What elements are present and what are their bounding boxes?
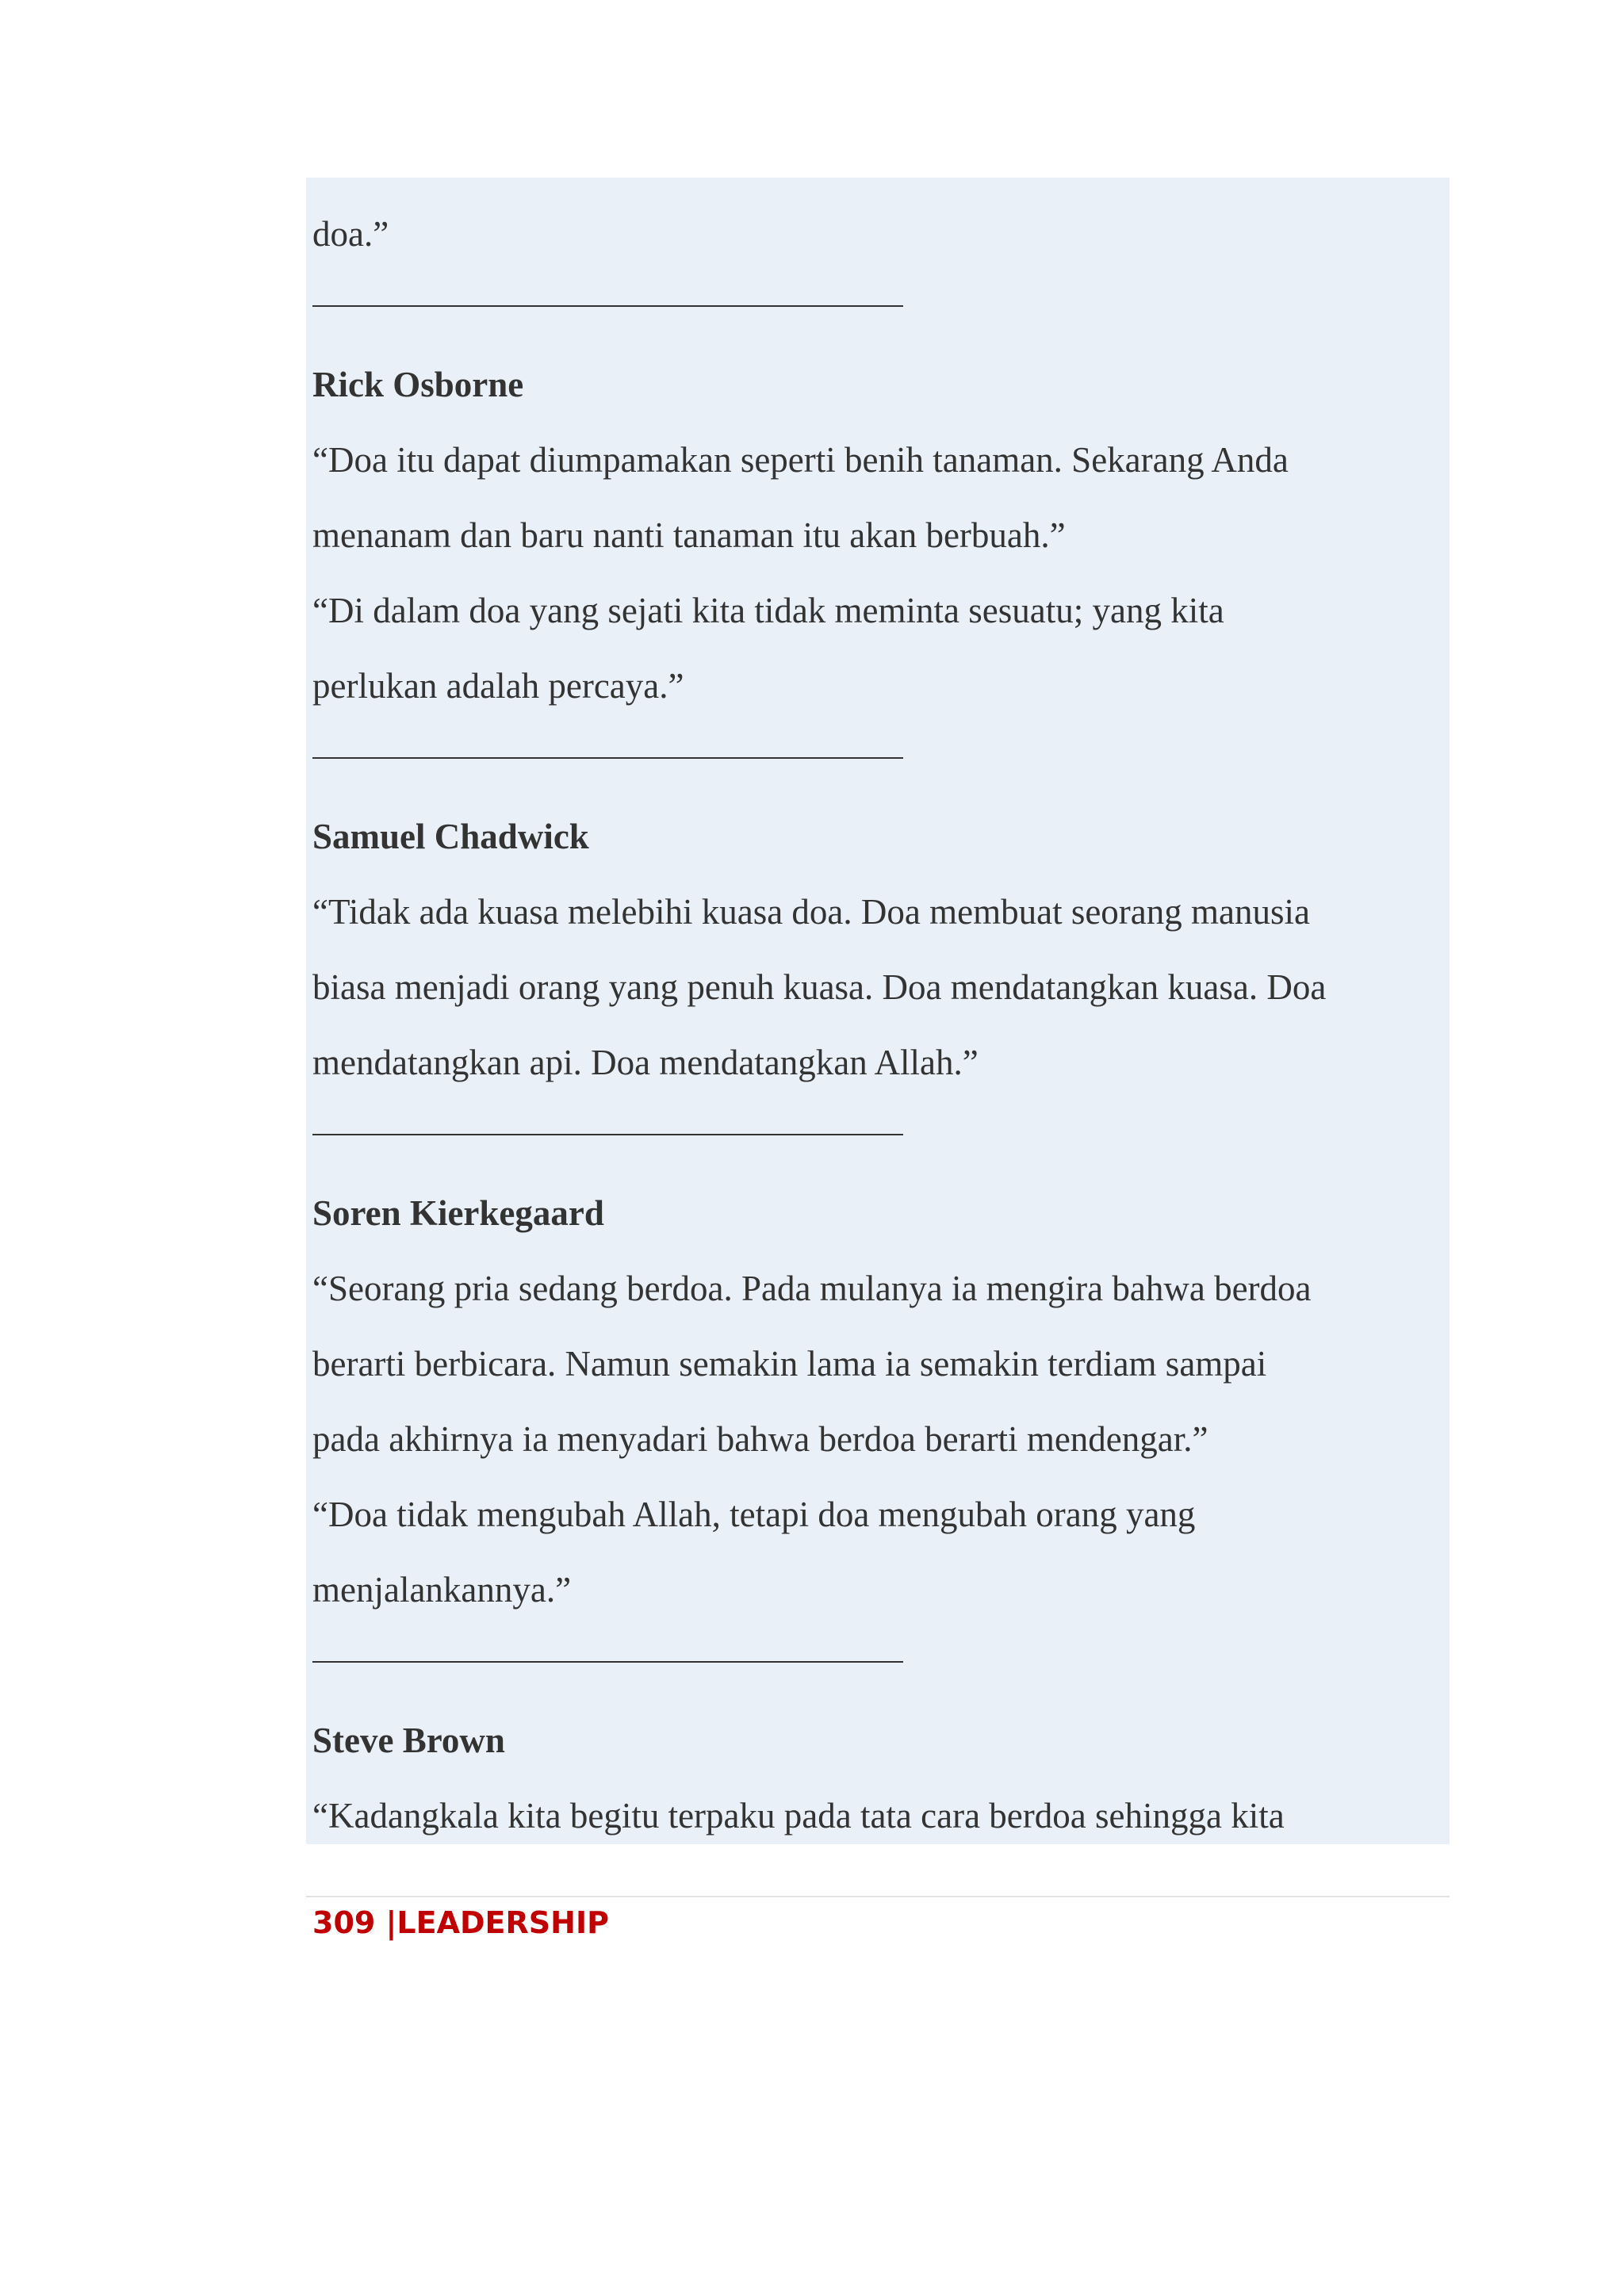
page-footer: 309 |LEADERSHIP xyxy=(312,1905,609,1940)
quote-line: mendatangkan api. Doa mendatangkan Allah.” xyxy=(312,1043,979,1082)
section-separator xyxy=(312,272,1438,347)
quote-line: perlukan adalah percaya.” xyxy=(312,666,684,706)
footer-divider xyxy=(306,1896,1450,1897)
quote-line: “Tidak ada kuasa melebihi kuasa doa. Doa membuat seorang manusia xyxy=(312,892,1310,932)
author-name: Samuel Chadwick xyxy=(312,817,589,856)
section-separator xyxy=(312,1628,1438,1703)
quote-text-block xyxy=(312,197,1438,1854)
quote-line: menjalankannya.” xyxy=(312,1570,572,1610)
quote-line: menanam dan baru nanti tanaman itu akan berbuah.” xyxy=(312,515,1066,555)
section-separator xyxy=(312,1101,1438,1176)
quote-line: berarti berbicara. Namun semakin lama ia semakin terdiam sampai xyxy=(312,1344,1267,1384)
author-name: Soren Kierkegaard xyxy=(312,1193,604,1233)
separator-line xyxy=(312,305,903,307)
separator-line xyxy=(312,757,903,759)
quote-line: biasa menjadi orang yang penuh kuasa. Doa mendatangkan kuasa. Doa xyxy=(312,967,1327,1007)
quote-line: “Doa itu dapat diumpamakan seperti benih tanaman. Sekarang Anda xyxy=(312,440,1289,480)
separator-line xyxy=(312,1661,903,1663)
section-separator xyxy=(312,724,1438,799)
quote-line: “Di dalam doa yang sejati kita tidak meminta sesuatu; yang kita xyxy=(312,591,1224,630)
author-name: Rick Osborne xyxy=(312,365,524,404)
quote-line: “Doa tidak mengubah Allah, tetapi doa mengubah orang yang xyxy=(312,1495,1196,1534)
quote-line: “Kadangkala kita begitu terpaku pada tata cara berdoa sehingga kita xyxy=(312,1796,1285,1836)
author-name: Steve Brown xyxy=(312,1721,505,1760)
quote-line: doa.” xyxy=(312,214,389,254)
quote-line: pada akhirnya ia menyadari bahwa berdoa berarti mendengar.” xyxy=(312,1419,1208,1459)
separator-line xyxy=(312,1134,903,1135)
quote-line: “Seorang pria sedang berdoa. Pada mulanya ia mengira bahwa berdoa xyxy=(312,1269,1312,1308)
